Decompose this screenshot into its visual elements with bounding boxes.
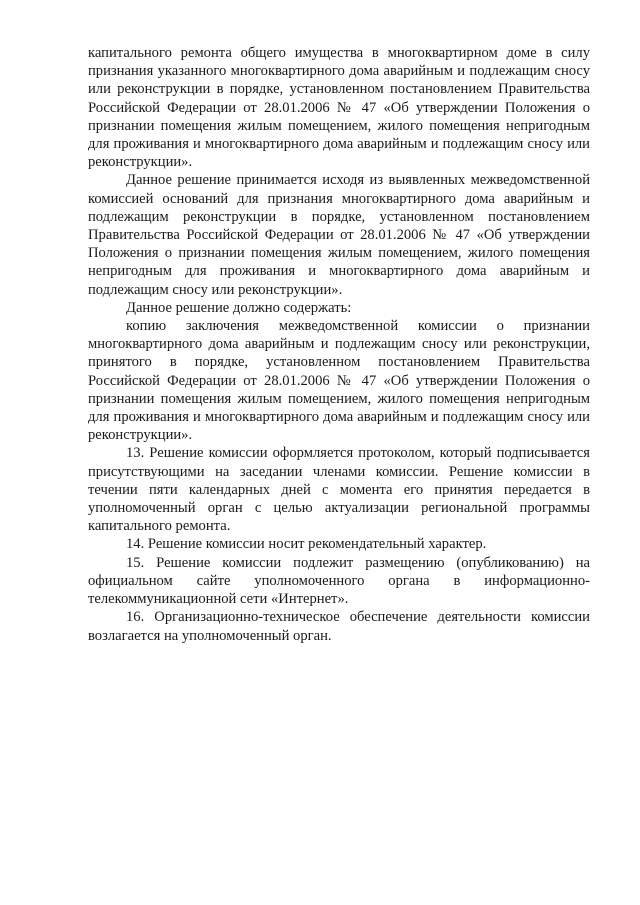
paragraph-item-16: 16. Организационно-техническое обеспечение деятельности комиссии возлагается на уполномоченный орган. [88, 609, 590, 644]
document-body [88, 44, 590, 645]
paragraph-item-13: 13. Решение комиссии оформляется протоколом, который подписывается присутствующими на заседании членами комиссии. Решение комиссии в течении пяти календарных дней с момента его принятия передается в уполномоченный орган с целью актуализации региональной программы капитального ремонта. [88, 445, 590, 535]
paragraph-decision-contents: Данное решение должно содержать: [126, 299, 352, 316]
paragraph-item-15: 15. Решение комиссии подлежит размещению (опубликованию) на официальном сайте уполномоченного органа в информационно-телекоммуникационной сети «Интернет». [88, 554, 590, 608]
paragraph-continuation: капитального ремонта общего имущества в многоквартирном доме в силу признания указанного многоквартирного дома аварийным и подлежащим сносу или реконструкции в порядке, установленном постановлением Правительства Российской Федерации от 28.01.2006 № 47 «Об утверждении Положения о признании помещения жилым помещением, жилого помещения непригодным для проживания и многоквартирного дома аварийным и подлежащим сносу или реконструкции». [88, 45, 590, 171]
paragraph-item-14: 14. Решение комиссии носит рекомендательный характер. [126, 536, 487, 553]
paragraph-decision-basis: Данное решение принимается исходя из выявленных межведомственной комиссией оснований для признания многоквартирного дома аварийным и подлежащим реконструкции в порядке, установленном постановлением Правительства Российской Федерации от 28.01.2006 № 47 «Об утверждении Положения о признании помещения жилым помещением, жилого помещения непригодным для проживания и многоквартирного дома аварийным и подлежащим сносу или реконструкции». [88, 172, 590, 298]
paragraph-commission-copy: копию заключения межведомственной комиссии о признании многоквартирного дома аварийным и подлежащим сносу или реконструкции, принятого в порядке, установленном постановлением Правительства Российской Федерации от 28.01.2006 № 47 «Об утверждении Положения о признании помещения жилым помещением, жилого помещения непригодным для проживания и многоквартирного дома аварийным и подлежащим сносу или реконструкции». [88, 318, 590, 444]
